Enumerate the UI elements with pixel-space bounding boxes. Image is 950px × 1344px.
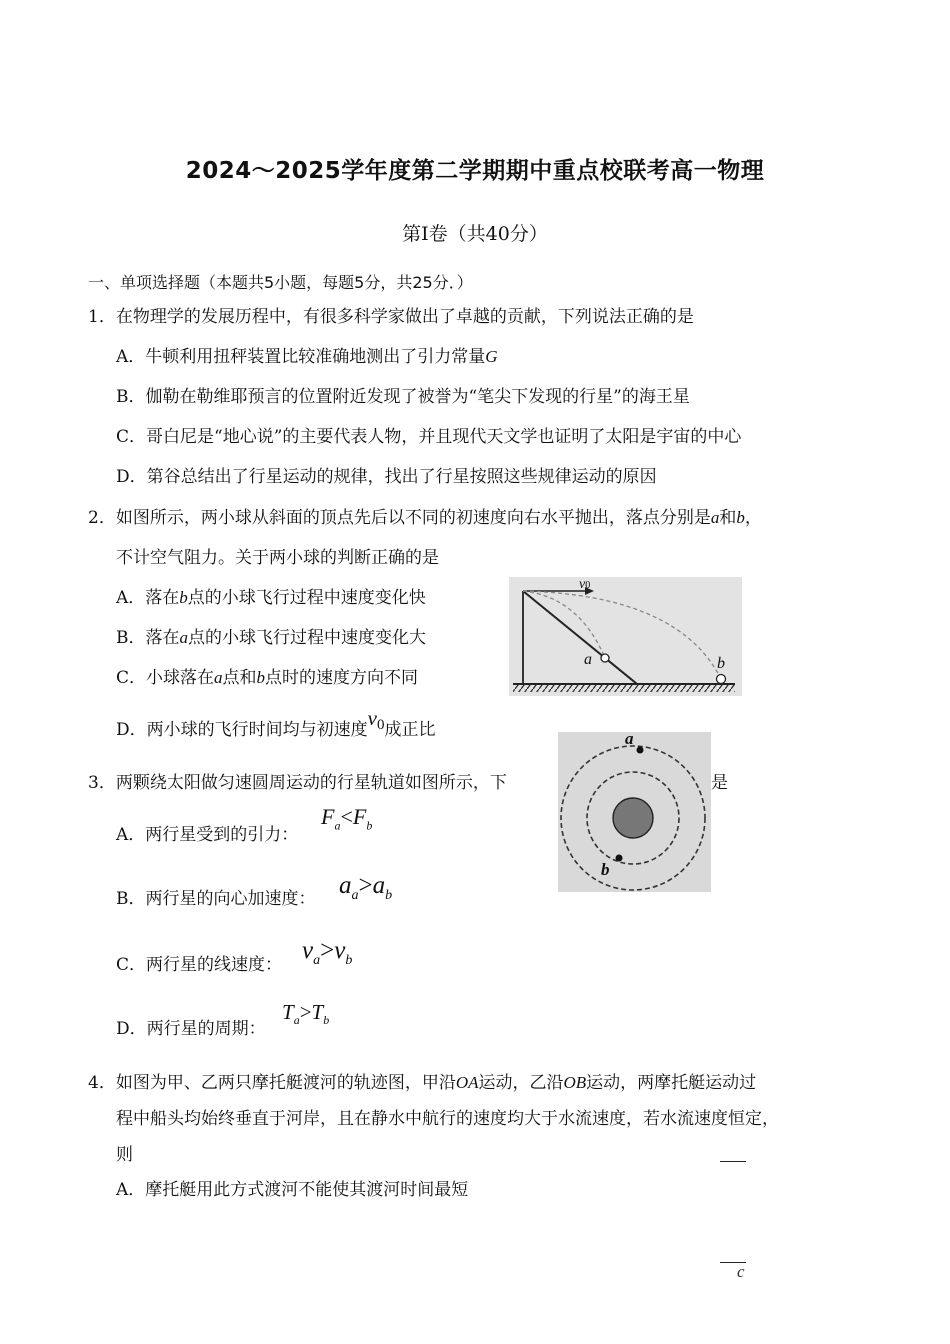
- q2-option-b: B．落在a点的小球飞行过程中速度变化大: [116, 628, 426, 648]
- q4-option-a: A．摩托艇用此方式渡河不能使其渡河时间最短: [116, 1180, 469, 1200]
- q2-option-a: A．落在b点的小球飞行过程中速度变化快: [116, 588, 426, 608]
- v0-label: v0: [579, 577, 591, 592]
- page-title: 2024～2025学年度第二学期期中重点校联考高一物理: [185, 158, 765, 184]
- incline-projectile-figure: [509, 577, 742, 696]
- q3-b-expression: $a_a>a_b$: [339, 872, 393, 903]
- sun: [613, 798, 653, 838]
- q2-stem-line1: 2．如图所示，两小球从斜面的顶点先后以不同的初速度向右水平抛出，落点分别是a和b，: [88, 508, 762, 528]
- planet-orbits-figure: [558, 729, 711, 892]
- planet-a-label: a: [625, 729, 634, 748]
- q1-stem: 1．在物理学的发展历程中，有很多科学家做出了卓越的贡献，下列说法正确的是: [88, 307, 694, 327]
- ball-b: [717, 675, 726, 684]
- q1-option-c: C．哥白尼是“地心说”的主要代表人物，并且现代天文学也证明了太阳是宇宙的中心: [116, 427, 742, 447]
- q4-stem-line3: 则: [116, 1145, 133, 1165]
- river-bank-top-fragment: [720, 1161, 746, 1162]
- q3-c-expression: $v_a>v_b$: [302, 937, 353, 968]
- q3-d-expression: $T_a>T_b$: [282, 1000, 330, 1028]
- q2-option-d: D．两小球的飞行时间均与初速度v0成正比: [116, 706, 436, 740]
- section-heading: 一、单项选择题（本题共5小题，每题5分，共25分．）: [88, 273, 473, 292]
- q3-option-c: C．两行星的线速度：: [116, 955, 283, 975]
- q2-stem-line2: 不计空气阻力。关于两小球的判断正确的是: [116, 548, 439, 568]
- planet-a: [637, 747, 644, 754]
- q1-option-b: B．伽勒在勒维耶预言的位置附近发现了被誉为“笔尖下发现的行星”的海王星: [116, 387, 690, 407]
- planet-b-label: b: [601, 860, 610, 879]
- ground-hatching: [513, 685, 735, 692]
- q3-option-d: D．两行星的周期：: [116, 1019, 266, 1039]
- q3-option-a: A．两行星受到的引力：: [116, 825, 299, 845]
- q1-option-a: A．牛顿利用扭秤装置比较准确地测出了引力常量G: [116, 347, 498, 367]
- planet-b: [616, 855, 623, 862]
- trajectory-b: [523, 591, 721, 679]
- point-c-label: c: [737, 1262, 745, 1281]
- ball-a: [601, 654, 609, 662]
- q2-option-c: C．小球落在a点和b点时的速度方向不同: [116, 668, 419, 688]
- q4-stem-line1: 4．如图为甲、乙两只摩托艇渡河的轨迹图，甲沿OA运动，乙沿OB运动，两摩托艇运动过: [88, 1073, 757, 1093]
- q4-stem-line2: 程中船头均始终垂直于河岸，且在静水中航行的速度均大于水流速度，若水流速度恒定，: [116, 1109, 779, 1129]
- point-a-label: a: [584, 651, 592, 668]
- q3-option-b: B．两行星的向心加速度：: [116, 889, 316, 909]
- q3-a-expression: $F_a<F_b$: [321, 804, 373, 833]
- q3-stem-left: 3．两颗绕太阳做匀速圆周运动的行星轨道如图所示，下: [88, 773, 507, 793]
- q3-stem-right: 是: [711, 773, 728, 793]
- point-b-label: b: [717, 655, 725, 672]
- incline-slope: [523, 591, 637, 684]
- part-heading: 第Ⅰ卷（共40分）: [402, 223, 548, 245]
- q1-option-d: D．第谷总结出了行星运动的规律，找出了行星按照这些规律运动的原因: [116, 467, 657, 487]
